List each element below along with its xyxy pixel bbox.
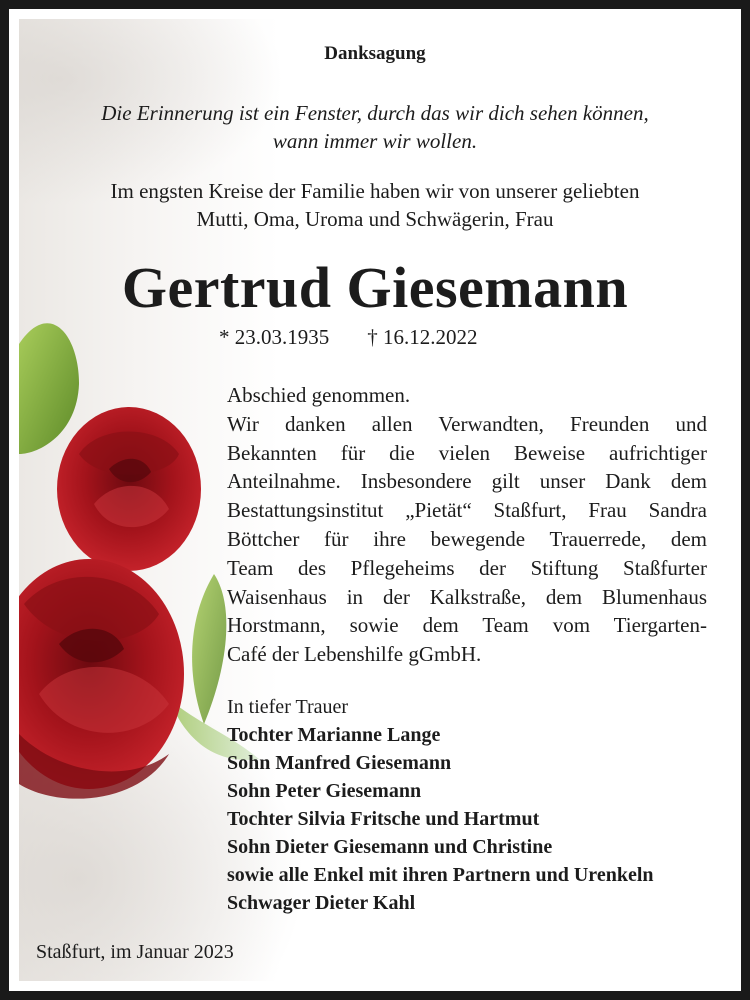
- mourner-item: Schwager Dieter Kahl: [227, 892, 416, 914]
- body-line: Bestattungsinstitut „Pietät“ Staßfurt, Frau Sandra: [227, 498, 707, 523]
- mourners-list: [227, 693, 727, 917]
- mourner-item: Sohn Peter Giesemann: [227, 780, 422, 802]
- mourner-item: Sohn Dieter Giesemann und Christine: [227, 836, 553, 858]
- body-line: Café der Lebenshilfe gGmbH.: [227, 642, 482, 667]
- place-date: Staßfurt, im Januar 2023: [36, 941, 234, 963]
- mourner-item: Tochter Marianne Lange: [227, 724, 441, 746]
- body-line: Wir danken allen Verwandten, Freunden und: [227, 411, 707, 436]
- memorial-quote: [19, 99, 731, 155]
- body-line: Waisenhaus in der Kalkstraße, dem Blumenhaus: [227, 584, 707, 609]
- quote-line: wann immer wir wollen.: [272, 129, 478, 153]
- deceased-name: Gertrud Giesemann: [121, 255, 629, 320]
- body-line: Horstmann, sowie dem Team vom Tiergarten-: [227, 613, 707, 638]
- body-line: Böttcher für ihre bewegende Trauerrede, dem: [227, 526, 707, 551]
- notice-text: [19, 19, 731, 981]
- mourner-item: Tochter Silvia Fritsche und Hartmut: [227, 808, 540, 830]
- notice-heading: Danksagung: [324, 43, 426, 64]
- mourner-item: sowie alle Enkel mit ihren Partnern und Urenkeln: [227, 864, 654, 886]
- thanks-paragraph: [227, 381, 707, 669]
- mourning-lead: In tiefer Trauer: [227, 696, 349, 718]
- body-line: Anteilnahme. Insbesondere gilt unser Dank dem: [227, 469, 707, 494]
- birth-date: * 23.03.1935: [219, 325, 330, 349]
- body-line: Abschied genommen.: [227, 383, 411, 407]
- obituary-notice-frame: [9, 9, 741, 991]
- intro-text: [19, 177, 731, 233]
- death-date: † 16.12.2022: [367, 325, 478, 349]
- intro-line: Mutti, Oma, Uroma und Schwägerin, Frau: [196, 207, 554, 231]
- mourner-item: Sohn Manfred Giesemann: [227, 752, 452, 774]
- intro-line: Im engsten Kreise der Familie haben wir von unserer geliebten: [110, 179, 640, 203]
- notice-background: [19, 19, 731, 981]
- life-dates: [219, 325, 478, 350]
- body-line: Team des Pflegeheims der Stiftung Staßfurter: [227, 555, 707, 580]
- quote-line: Die Erinnerung ist ein Fenster, durch das wir dich sehen können,: [101, 101, 649, 125]
- body-line: Bekannten für die vielen Beweise aufrichtiger: [227, 440, 707, 465]
